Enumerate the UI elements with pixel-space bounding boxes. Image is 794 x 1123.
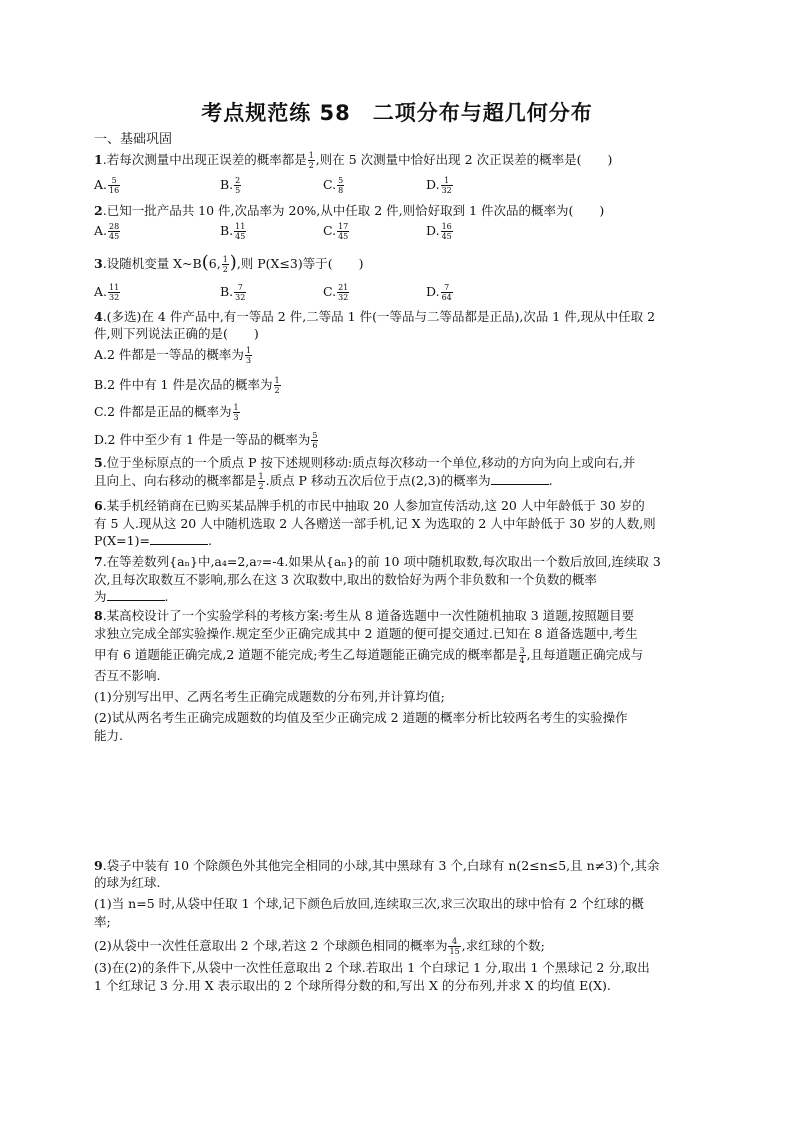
question-8: 8.某高校设计了一个实验学科的考核方案:考生从 8 道备选题中一次性随机抽取 3 道题,按照题目要 xyxy=(94,608,635,623)
option-b: B. $\frac{2}{5}$ xyxy=(220,176,241,195)
option-b: B. $\frac{7}{32}$ xyxy=(220,283,246,302)
question-8-cont: 求独立完成全部实验操作.规定至少正确完成其中 2 道题的便可提交通过.已知在 8 道备选题中,考生 xyxy=(94,626,638,641)
option-d: D. $\frac{1}{32}$ xyxy=(426,176,452,195)
question-5-cont: 且向上、向右移动的概率都是 $\frac{1}{2}$ .质点 P 移动五次后位于点(2,3)的概率为 . xyxy=(94,472,553,491)
question-9-part-3-cont: 1 个红球记 3 分.用 X 表示取出的 2 个球所得分数的和,写出 X 的分布列,并求 X 的均值 E(X). xyxy=(94,978,611,993)
question-5: 5.位于坐标原点的一个质点 P 按下述规则移动:质点每次移动一个单位,移动的方向为向上或向右,并 xyxy=(94,455,636,470)
question-4-cont: 件,则下列说法正确的是( ) xyxy=(94,326,259,341)
answer-blank[interactable] xyxy=(150,533,208,545)
question-7: 7.在等差数列{aₙ}中,a₄=2,a₇=-4.如果从{aₙ}的前 10 项中随机取数,每次取出一个数后放回,连续取 3 xyxy=(94,554,661,569)
question-8-cont2: 甲有 6 道题能正确完成,2 道题不能完成;考生乙每道题能正确完成的概率都是 $\frac{3}{4}$ ,且每道题正确完成与 xyxy=(94,646,644,665)
option-c: C. $\frac{21}{32}$ xyxy=(323,283,349,302)
question-9-part-2: (2)从袋中一次性任意取出 2 个球,若这 2 个球颜色相同的概率为 $\frac{4}{15}$ ,求红球的个数; xyxy=(94,937,545,956)
option-a: A. $\frac{28}{45}$ xyxy=(94,222,120,241)
question-2: 2.已知一批产品共 10 件,次品率为 20%,从中任取 2 件,则恰好取到 1 件次品的概率为( ) xyxy=(94,203,605,218)
question-9-part-1: (1)当 n=5 时,从袋中任取 1 个球,记下颜色后放回,连续取三次,求三次取出的球中恰有 2 个红球的概 xyxy=(94,896,644,911)
option-a: A.2 件都是一等品的概率为 $\frac{1}{3}$ xyxy=(94,346,252,365)
fraction: $\frac{1}{2}$ xyxy=(308,151,314,170)
answer-blank[interactable] xyxy=(491,473,549,485)
question-6: 6.某手机经销商在已购买某品牌手机的市民中抽取 20 人参加宣传活动,这 20 人中年龄低于 30 岁的 xyxy=(94,498,645,513)
option-d: D. $\frac{16}{45}$ xyxy=(426,222,452,241)
question-8-part-2-cont: 能力. xyxy=(94,728,123,743)
question-8-part-1: (1)分别写出甲、乙两名考生正确完成题数的分布列,并计算均值; xyxy=(94,689,445,704)
option-b: B. $\frac{11}{45}$ xyxy=(220,222,246,241)
question-9-part-1-cont: 率; xyxy=(94,914,111,929)
option-d: D. $\frac{7}{64}$ xyxy=(426,283,452,302)
option-a: A. $\frac{11}{32}$ xyxy=(94,283,120,302)
question-6-cont: 有 5 人.现从这 20 人中随机选取 2 人各赠送一部手机,记 X 为选取的 2 人中年龄低于 30 岁的人数,则 xyxy=(94,516,656,531)
option-d: D.2 件中至少有 1 件是一等品的概率为 $\frac{5}{6}$ xyxy=(94,431,318,450)
option-c: C. $\frac{5}{8}$ xyxy=(323,176,344,195)
question-8-cont3: 否互不影响. xyxy=(94,668,161,683)
option-b: B.2 件中有 1 件是次品的概率为 $\frac{1}{2}$ xyxy=(94,376,280,395)
question-9-cont: 的球为红球. xyxy=(94,875,161,890)
question-7-cont2: 为 . xyxy=(94,589,169,604)
option-c: C. $\frac{17}{45}$ xyxy=(323,222,349,241)
section-heading: 一、基础巩固 xyxy=(94,132,173,147)
answer-blank[interactable] xyxy=(107,589,165,601)
question-9-part-3: (3)在(2)的条件下,从袋中一次性任意取出 2 个球.若取出 1 个白球记 1 分,取出 1 个黑球记 2 分,取出 xyxy=(94,960,650,975)
question-7-cont: 次,且每次取数互不影响,那么在这 3 次取数中,取出的数恰好为两个非负数和一个负数的概率 xyxy=(94,572,597,587)
question-3: 3.设随机变量 X~B(6, $\frac{1}{2}$ ),则 P(X≤3)等于( ) xyxy=(94,252,364,274)
question-6-cont2: P(X=1)= . xyxy=(94,533,212,548)
question-1: 1.若每次测量中出现正误差的概率都是 $\frac{1}{2}$ ,则在 5 次测量中恰好出现 2 次正误差的概率是( ) xyxy=(94,151,613,170)
question-9: 9.袋子中装有 10 个除颜色外其他完全相同的小球,其中黑球有 3 个,白球有 n(2≤n≤5,且 n≠3)个,其余 xyxy=(94,858,660,873)
option-c: C.2 件都是正品的概率为 $\frac{1}{3}$ xyxy=(94,403,239,422)
question-8-part-2: (2)试从两名考生正确完成题数的均值及至少正确完成 2 道题的概率分析比较两名考生的实验操作 xyxy=(94,710,628,725)
question-4: 4.(多选)在 4 件产品中,有一等品 2 件,二等品 1 件(一等品与二等品都是正品),次品 1 件,现从中任取 2 xyxy=(94,309,656,324)
option-a: A. $\frac{5}{16}$ xyxy=(94,176,120,195)
page-title: 考点规范练 58 二项分布与超几何分布 xyxy=(201,101,593,125)
